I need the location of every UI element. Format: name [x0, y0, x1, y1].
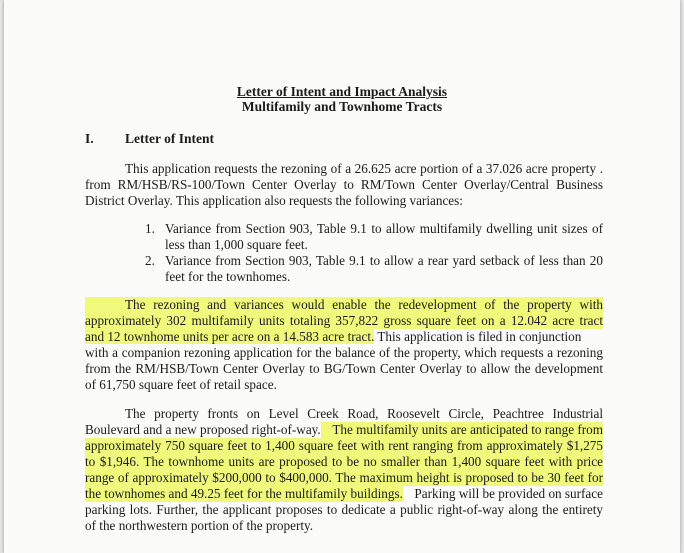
text-line — [85, 329, 581, 345]
highlighted-text: and 12 townhome units per acre on a 14.583 acre tract. — [85, 329, 375, 344]
list-item-line: Variance from Section 903, Table 9.1 to allow multifamily dwelling unit sizes of — [165, 221, 603, 236]
document-title: Letter of Intent and Impact Analysis — [236, 84, 448, 99]
list-number: 2. — [145, 253, 155, 268]
plain-text: This application is filed in conjunction — [374, 329, 582, 344]
highlighted-line: range of approximately $200,000 to $400,000. The maximum height is proposed to be 30 feet for — [85, 470, 603, 485]
text-line: of the northwestern portion of the property. — [85, 518, 314, 533]
list-item-line: less than 1,000 square feet. — [165, 237, 308, 252]
highlighted-text: the townhomes and 49.25 feet for the multifamily buildings. — [85, 486, 403, 501]
section-number: I. — [85, 131, 94, 146]
highlighted-line: approximately 750 square feet to 1,400 square feet with rent ranging from approximately $1,275 — [85, 438, 603, 453]
text-line: with a companion rezoning application for the balance of the property, which requests a rezoning — [85, 345, 603, 360]
text-line: of 61,750 square feet of retail space. — [85, 377, 277, 392]
plain-text: Parking will be provided on surface — [414, 486, 603, 501]
highlighted-line: The rezoning and variances would enable the redevelopment of the property with — [85, 297, 603, 313]
section-heading: Letter of Intent — [125, 131, 214, 146]
document-page — [4, 0, 680, 553]
text-line — [85, 422, 603, 438]
highlighted-text: The multifamily units are anticipated to range from — [321, 422, 603, 438]
text-line: This application requests the rezoning of a 26.625 acre portion of a 37.026 acre property . — [125, 161, 603, 176]
text-line — [85, 486, 603, 502]
highlighted-line: to $1,946. The townhome units are proposed to be no smaller than 1,400 square feet with price — [85, 454, 603, 469]
text-line: District Overlay. This application also requests the following variances: — [85, 193, 463, 208]
text-line: The property fronts on Level Creek Road, Roosevelt Circle, Peachtree Industrial — [125, 406, 603, 421]
list-item-line: Variance from Section 903, Table 9.1 to allow a rear yard setback of less than 20 — [165, 253, 603, 268]
text-line: from RM/HSB/RS-100/Town Center Overlay to RM/Town Center Overlay/Central Business — [85, 177, 603, 192]
text-line: from the RM/HSB/Town Center Overlay to BG/Town Center Overlay to allow the development — [85, 361, 603, 376]
plain-text: Boulevard and a new proposed right-of-way. — [85, 422, 321, 437]
text-line: parking lots. Further, the applicant proposes to dedicate a public right-of-way along the entirety — [85, 502, 603, 517]
document-subtitle: Multifamily and Townhome Tracts — [241, 99, 443, 114]
list-item-line: feet for the townhomes. — [165, 269, 291, 284]
highlighted-line: approximately 302 multifamily units totaling 357,822 gross square feet on a 12.042 acre tract — [85, 313, 603, 328]
list-number: 1. — [145, 221, 155, 236]
